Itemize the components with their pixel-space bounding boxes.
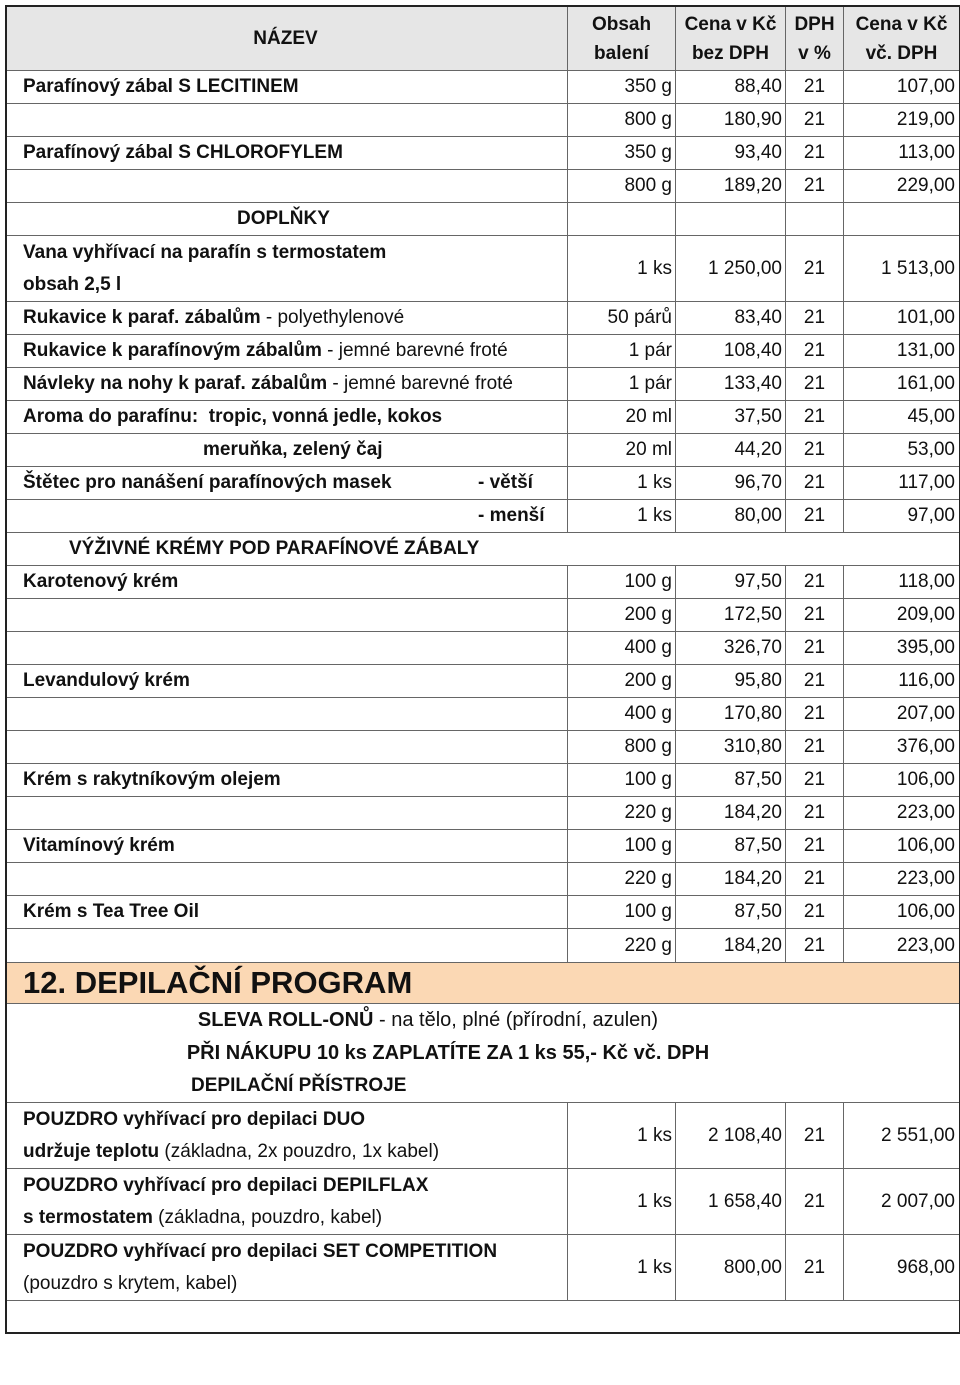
product-name: Aroma do parafínu: tropic, vonná jedle, kokos bbox=[23, 406, 443, 427]
product-name bbox=[7, 698, 567, 730]
vat-cell: 21 bbox=[785, 929, 843, 962]
total-cell: 968,00 bbox=[843, 1235, 959, 1300]
qty-cell: 800 g bbox=[567, 104, 675, 136]
qty-cell: 220 g bbox=[567, 863, 675, 895]
product-name: Levandulový krém bbox=[23, 670, 190, 691]
table-row bbox=[7, 632, 959, 665]
price-cell: 44,20 bbox=[675, 434, 785, 466]
product-name bbox=[7, 731, 567, 763]
vat-cell: 21 bbox=[785, 236, 843, 301]
header-vat-line2: v % bbox=[798, 42, 831, 64]
price-cell: 87,50 bbox=[675, 896, 785, 928]
product-name bbox=[7, 335, 567, 367]
header-total-line1: Cena v Kč bbox=[855, 13, 948, 35]
total-cell: 131,00 bbox=[843, 335, 959, 367]
promo-text-1 bbox=[198, 1004, 658, 1037]
table-header bbox=[7, 7, 959, 71]
qty-cell: 1 pár bbox=[567, 335, 675, 367]
price-cell: 95,80 bbox=[675, 665, 785, 697]
total-cell: 209,00 bbox=[843, 599, 959, 631]
vat-cell bbox=[785, 203, 843, 235]
product-name bbox=[7, 1169, 567, 1234]
total-cell bbox=[843, 203, 959, 235]
qty-cell: 100 g bbox=[567, 566, 675, 598]
product-name: Krém s Tea Tree Oil bbox=[23, 901, 200, 922]
table-row bbox=[7, 368, 959, 401]
header-qty-line1: Obsah bbox=[591, 13, 652, 35]
device-line2-bold: udržuje teplotu bbox=[23, 1140, 160, 1162]
device-line2 bbox=[23, 1268, 237, 1300]
qty-cell: 1 ks bbox=[567, 467, 675, 499]
table-row bbox=[7, 797, 959, 830]
device-line2-rest: (pouzdro s krytem, kabel) bbox=[23, 1272, 238, 1294]
table-row bbox=[7, 731, 959, 764]
product-name-rest: - jemné barevné froté bbox=[327, 373, 513, 394]
qty-cell bbox=[567, 203, 675, 235]
table-row bbox=[7, 335, 959, 368]
price-cell: 87,50 bbox=[675, 830, 785, 862]
vat-cell: 21 bbox=[785, 1103, 843, 1168]
qty-cell: 400 g bbox=[567, 632, 675, 664]
price-cell: 133,40 bbox=[675, 368, 785, 400]
header-qty bbox=[567, 7, 675, 70]
price-cell: 108,40 bbox=[675, 335, 785, 367]
header-name-label: NÁZEV bbox=[253, 28, 318, 49]
promo-line-1 bbox=[7, 1004, 959, 1037]
product-name-text: Štětec pro nanášení parafínových masek bbox=[23, 472, 392, 493]
vat-cell: 21 bbox=[785, 335, 843, 367]
device-line1: POUZDRO vyhřívací pro depilaci DEPILFLAX bbox=[23, 1174, 429, 1196]
vat-cell: 21 bbox=[785, 599, 843, 631]
total-cell: 101,00 bbox=[843, 302, 959, 334]
price-cell: 93,40 bbox=[675, 137, 785, 169]
total-cell: 219,00 bbox=[843, 104, 959, 136]
table-row bbox=[7, 863, 959, 896]
qty-cell: 220 g bbox=[567, 797, 675, 829]
price-cell: 172,50 bbox=[675, 599, 785, 631]
section-row bbox=[7, 533, 959, 566]
price-cell: 83,40 bbox=[675, 302, 785, 334]
qty-cell: 350 g bbox=[567, 137, 675, 169]
qty-cell: 100 g bbox=[567, 764, 675, 796]
qty-cell: 800 g bbox=[567, 170, 675, 202]
price-cell: 326,70 bbox=[675, 632, 785, 664]
table-row bbox=[7, 566, 959, 599]
table-row bbox=[7, 1103, 959, 1169]
product-name bbox=[7, 467, 567, 499]
product-name: Vitamínový krém bbox=[23, 835, 175, 856]
total-cell: 116,00 bbox=[843, 665, 959, 697]
vat-cell: 21 bbox=[785, 434, 843, 466]
product-name bbox=[7, 1103, 567, 1168]
table-row bbox=[7, 764, 959, 797]
section-title-devices: DEPILAČNÍ PŘÍSTROJE bbox=[191, 1075, 407, 1096]
product-name-rest: - polyethylenové bbox=[260, 307, 405, 328]
product-name bbox=[7, 929, 567, 962]
total-cell: 113,00 bbox=[843, 137, 959, 169]
header-vat-line1: DPH bbox=[794, 13, 835, 35]
price-cell: 2 108,40 bbox=[675, 1103, 785, 1168]
vat-cell: 21 bbox=[785, 1169, 843, 1234]
total-cell: 207,00 bbox=[843, 698, 959, 730]
total-cell: 223,00 bbox=[843, 797, 959, 829]
price-cell: 184,20 bbox=[675, 797, 785, 829]
device-line2-rest: (základna, pouzdro, kabel) bbox=[152, 1206, 383, 1228]
qty-cell: 100 g bbox=[567, 896, 675, 928]
total-cell: 223,00 bbox=[843, 929, 959, 962]
qty-cell: 20 ml bbox=[567, 401, 675, 433]
program-title-banner bbox=[7, 962, 959, 1004]
total-cell: 376,00 bbox=[843, 731, 959, 763]
header-price bbox=[675, 7, 785, 70]
total-cell: 53,00 bbox=[843, 434, 959, 466]
product-name: meruňka, zelený čaj bbox=[203, 439, 383, 460]
qty-cell: 1 ks bbox=[567, 1235, 675, 1300]
qty-cell: 1 pár bbox=[567, 368, 675, 400]
price-cell: 189,20 bbox=[675, 170, 785, 202]
header-name bbox=[7, 7, 567, 70]
product-name: Parafínový zábal S CHLOROFYLEM bbox=[23, 142, 343, 163]
vana-line2: obsah 2,5 l bbox=[23, 273, 122, 295]
program-title: 12. DEPILAČNÍ PROGRAM bbox=[23, 965, 413, 1000]
qty-cell: 1 ks bbox=[567, 236, 675, 301]
product-name bbox=[7, 500, 567, 532]
price-cell bbox=[675, 203, 785, 235]
product-name-bold: Rukavice k parafínovým zábalům bbox=[23, 340, 322, 361]
product-name bbox=[7, 170, 567, 202]
product-name bbox=[7, 632, 567, 664]
table-row bbox=[7, 665, 959, 698]
empty-cell bbox=[7, 1301, 959, 1332]
vat-cell: 21 bbox=[785, 401, 843, 433]
qty-cell: 220 g bbox=[567, 929, 675, 962]
table-row bbox=[7, 104, 959, 137]
vat-cell: 21 bbox=[785, 863, 843, 895]
total-cell: 229,00 bbox=[843, 170, 959, 202]
product-name bbox=[7, 302, 567, 334]
total-cell: 2 007,00 bbox=[843, 1169, 959, 1234]
product-name-bold: Návleky na nohy k paraf. zábalům bbox=[23, 373, 328, 394]
qty-cell: 200 g bbox=[567, 665, 675, 697]
product-name bbox=[7, 236, 567, 301]
device-line2-bold: s termostatem bbox=[23, 1206, 153, 1228]
price-cell: 184,20 bbox=[675, 929, 785, 962]
price-cell: 180,90 bbox=[675, 104, 785, 136]
total-cell: 161,00 bbox=[843, 368, 959, 400]
total-cell: 1 513,00 bbox=[843, 236, 959, 301]
price-cell: 87,50 bbox=[675, 764, 785, 796]
price-cell: 310,80 bbox=[675, 731, 785, 763]
total-cell: 106,00 bbox=[843, 896, 959, 928]
header-price-line1: Cena v Kč bbox=[684, 13, 777, 35]
total-cell: 45,00 bbox=[843, 401, 959, 433]
vat-cell: 21 bbox=[785, 71, 843, 103]
table-row bbox=[7, 1235, 959, 1301]
qty-cell: 50 párů bbox=[567, 302, 675, 334]
total-cell: 97,00 bbox=[843, 500, 959, 532]
empty-row bbox=[7, 1301, 959, 1334]
vat-cell: 21 bbox=[785, 368, 843, 400]
vat-cell: 21 bbox=[785, 632, 843, 664]
table-row bbox=[7, 302, 959, 335]
total-cell: 106,00 bbox=[843, 764, 959, 796]
product-name: Krém s rakytníkovým olejem bbox=[23, 769, 281, 790]
header-total bbox=[843, 7, 959, 70]
vat-cell: 21 bbox=[785, 170, 843, 202]
promo-bold: SLEVA ROLL-ONŮ bbox=[197, 1009, 374, 1031]
vat-cell: 21 bbox=[785, 764, 843, 796]
vat-cell: 21 bbox=[785, 698, 843, 730]
promo-line-2 bbox=[7, 1037, 959, 1070]
qty-cell: 1 ks bbox=[567, 1169, 675, 1234]
table-row bbox=[7, 137, 959, 170]
total-cell: 223,00 bbox=[843, 863, 959, 895]
section-row bbox=[7, 1070, 959, 1103]
price-cell: 80,00 bbox=[675, 500, 785, 532]
price-cell: 800,00 bbox=[675, 1235, 785, 1300]
vat-cell: 21 bbox=[785, 830, 843, 862]
total-cell: 118,00 bbox=[843, 566, 959, 598]
table-row bbox=[7, 236, 959, 302]
product-name bbox=[7, 599, 567, 631]
section-title-creams: VÝŽIVNÉ KRÉMY POD PARAFÍNOVÉ ZÁBALY bbox=[69, 538, 480, 559]
device-line1: POUZDRO vyhřívací pro depilaci DUO bbox=[23, 1108, 366, 1130]
qty-cell: 350 g bbox=[567, 71, 675, 103]
vat-cell: 21 bbox=[785, 665, 843, 697]
table-row bbox=[7, 434, 959, 467]
device-line2 bbox=[23, 1202, 382, 1234]
device-line2-rest: (základna, 2x pouzdro, 1x kabel) bbox=[159, 1140, 440, 1162]
product-name bbox=[7, 863, 567, 895]
product-name bbox=[7, 797, 567, 829]
table-row bbox=[7, 698, 959, 731]
total-cell: 395,00 bbox=[843, 632, 959, 664]
qty-cell: 1 ks bbox=[567, 1103, 675, 1168]
product-size: - menší bbox=[478, 505, 545, 526]
price-cell: 96,70 bbox=[675, 467, 785, 499]
product-name bbox=[7, 368, 567, 400]
vat-cell: 21 bbox=[785, 566, 843, 598]
qty-cell: 20 ml bbox=[567, 434, 675, 466]
total-cell: 107,00 bbox=[843, 71, 959, 103]
header-qty-line2: balení bbox=[594, 42, 649, 64]
price-cell: 97,50 bbox=[675, 566, 785, 598]
qty-cell: 1 ks bbox=[567, 500, 675, 532]
header-total-line2: vč. DPH bbox=[865, 42, 938, 64]
header-price-line2: bez DPH bbox=[691, 42, 770, 64]
vat-cell: 21 bbox=[785, 1235, 843, 1300]
price-list-table bbox=[5, 5, 960, 1334]
qty-cell: 100 g bbox=[567, 830, 675, 862]
product-name-bold: Rukavice k paraf. zábalům bbox=[23, 307, 261, 328]
product-size: - větší bbox=[478, 472, 533, 493]
product-name: Parafínový zábal S LECITINEM bbox=[23, 76, 299, 97]
table-row bbox=[7, 71, 959, 104]
table-row bbox=[7, 599, 959, 632]
vat-cell: 21 bbox=[785, 896, 843, 928]
qty-cell: 400 g bbox=[567, 698, 675, 730]
device-line2 bbox=[23, 1136, 439, 1168]
vat-cell: 21 bbox=[785, 137, 843, 169]
vana-line1: Vana vyhřívací na parafín s termostatem bbox=[23, 241, 387, 263]
table-row bbox=[7, 467, 959, 500]
vat-cell: 21 bbox=[785, 104, 843, 136]
table-row bbox=[7, 401, 959, 434]
header-vat bbox=[785, 7, 843, 70]
price-cell: 1 250,00 bbox=[675, 236, 785, 301]
price-cell: 37,50 bbox=[675, 401, 785, 433]
section-row bbox=[7, 203, 959, 236]
table-row bbox=[7, 1169, 959, 1235]
promo-rest: - na tělo, plné (přírodní, azulen) bbox=[373, 1009, 659, 1031]
vat-cell: 21 bbox=[785, 302, 843, 334]
product-name bbox=[7, 1235, 567, 1300]
vat-cell: 21 bbox=[785, 797, 843, 829]
price-cell: 170,80 bbox=[675, 698, 785, 730]
section-title-doplnky: DOPLŇKY bbox=[237, 208, 330, 229]
price-cell: 88,40 bbox=[675, 71, 785, 103]
qty-cell: 200 g bbox=[567, 599, 675, 631]
total-cell: 106,00 bbox=[843, 830, 959, 862]
table-row bbox=[7, 896, 959, 929]
qty-cell: 800 g bbox=[567, 731, 675, 763]
product-name: Karotenový krém bbox=[23, 571, 179, 592]
table-row bbox=[7, 170, 959, 203]
price-cell: 1 658,40 bbox=[675, 1169, 785, 1234]
price-cell: 184,20 bbox=[675, 863, 785, 895]
product-name bbox=[7, 104, 567, 136]
vat-cell: 21 bbox=[785, 467, 843, 499]
table-row bbox=[7, 500, 959, 533]
promo-text-2: PŘI NÁKUPU 10 ks ZAPLATÍTE ZA 1 ks 55,- Kč vč. DPH bbox=[186, 1042, 710, 1064]
table-row bbox=[7, 830, 959, 863]
vat-cell: 21 bbox=[785, 731, 843, 763]
total-cell: 2 551,00 bbox=[843, 1103, 959, 1168]
product-name-rest: - jemné barevné froté bbox=[321, 340, 508, 361]
device-line1: POUZDRO vyhřívací pro depilaci SET COMPETITION bbox=[23, 1240, 498, 1262]
vat-cell: 21 bbox=[785, 500, 843, 532]
table-row bbox=[7, 929, 959, 962]
total-cell: 117,00 bbox=[843, 467, 959, 499]
